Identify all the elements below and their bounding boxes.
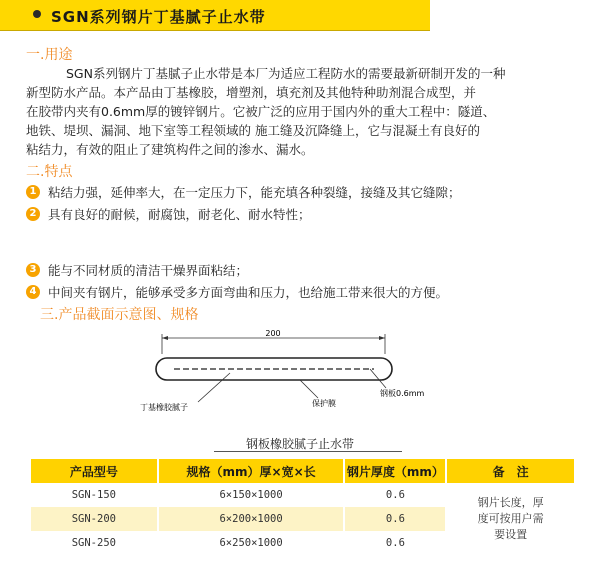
model-cell: SGN-250: [31, 531, 158, 555]
table-caption: 钢板橡胶腻子止水带: [245, 437, 354, 451]
bullet-dot-icon: [33, 10, 41, 18]
note-cell: [446, 483, 575, 555]
number-2-icon: 2: [26, 207, 40, 221]
thickness-cell: 0.6: [344, 483, 446, 507]
label-putty: 丁基橡胶腻子: [140, 403, 188, 412]
dim-label: 200: [265, 329, 281, 338]
diagram-heading: 三.产品截面示意图、规格: [40, 307, 199, 323]
table-row: [31, 483, 575, 507]
model-cell: SGN-200: [31, 507, 158, 531]
usage-line: SGN系列钢片丁基腻子止水带是本厂为适应工程防水的需要最新研制开发的一种: [66, 66, 506, 81]
usage-line: 粘结力，有效的阻止了建筑构件之间的渗水、漏水。: [26, 142, 314, 157]
usage-line: 地铁、堤坝、漏洞、地下室等工程领域的 施工缝及沉降缝上，它与混凝土有良好的: [26, 123, 480, 138]
dim-arrow-right-icon: [379, 336, 385, 340]
thickness-cell: 0.6: [344, 531, 446, 555]
leader-film: [300, 380, 318, 398]
column-header: 产品型号: [31, 459, 158, 483]
label-film: 保护膜: [312, 399, 336, 408]
spec-cell: 6×150×1000: [158, 483, 345, 507]
note-line: 钢片长度，厚: [477, 496, 544, 509]
features-heading: 二.特点: [26, 164, 73, 180]
spec-cell: 6×200×1000: [158, 507, 345, 531]
column-header: 钢片厚度（mm）: [344, 459, 446, 483]
thickness-cell: 0.6: [344, 507, 446, 531]
number-1-icon: 1: [26, 185, 40, 199]
table-header-row: [31, 459, 575, 483]
spec-cell: 6×250×1000: [158, 531, 345, 555]
page-title: SGN系列钢片丁基腻子止水带: [51, 8, 266, 26]
model-cell: SGN-150: [31, 483, 158, 507]
leader-steel: [370, 369, 386, 388]
feature-item: 具有良好的耐候，耐腐蚀，耐老化、耐水特性；: [48, 207, 311, 222]
usage-line: 新型防水产品。本产品由丁基橡胶，增塑剂，填充剂及其他特种助剂混合成型，并: [26, 85, 477, 100]
note-line: 度可按用户需: [477, 512, 544, 525]
caption-underline: [214, 451, 402, 452]
column-header: 规格（mm）厚×宽×长: [158, 459, 345, 483]
number-3-icon: 3: [26, 263, 40, 277]
usage-heading: 一.用途: [26, 47, 73, 63]
usage-paragraph: [26, 64, 586, 159]
column-header: 备 注: [446, 459, 575, 483]
note-line: 要设置: [494, 528, 528, 541]
label-steel: 钢板0.6mm: [380, 389, 425, 398]
cross-section-diagram: [140, 328, 460, 428]
number-4-icon: 4: [26, 285, 40, 299]
feature-item: 能与不同材质的清洁干燥界面粘结；: [48, 263, 249, 278]
leader-putty: [198, 373, 230, 402]
usage-line: 在胶带内夹有0.6mm厚的镀锌钢片。它被广泛的应用于国内外的重大工程中：隧道、: [26, 104, 496, 119]
spec-table: [31, 459, 576, 555]
feature-item: 粘结力强，延伸率大，在一定压力下，能充填各种裂缝，接缝及其它缝隙；: [48, 185, 461, 200]
feature-item: 中间夹有钢片，能够承受多方面弯曲和压力，也给施工带来很大的方便。: [48, 285, 449, 300]
dim-arrow-left-icon: [162, 336, 168, 340]
